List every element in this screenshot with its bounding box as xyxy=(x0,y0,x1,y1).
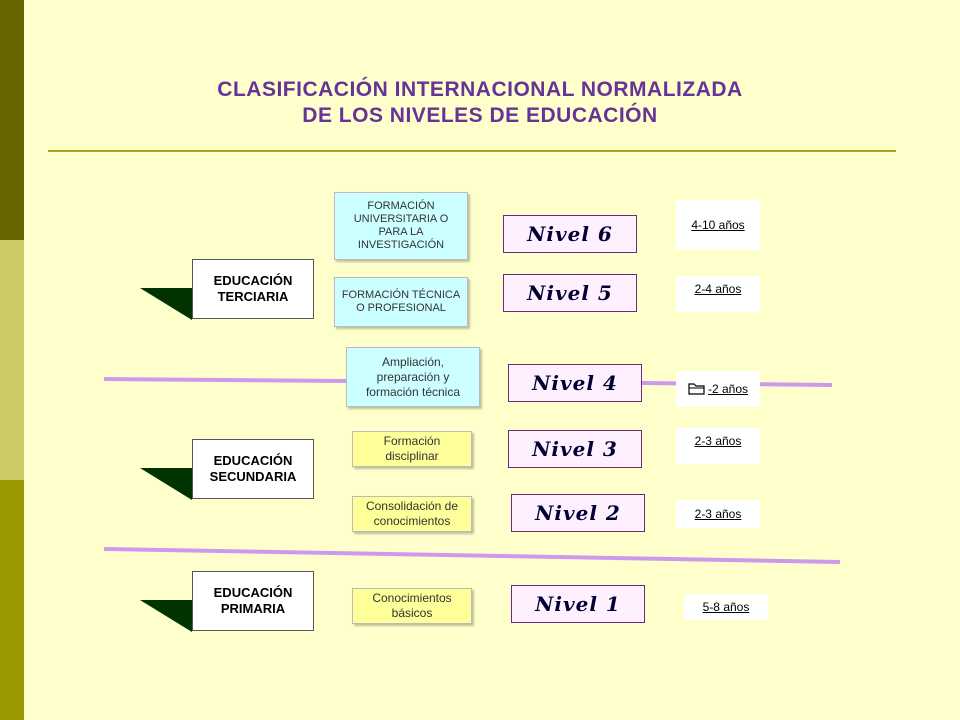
divider-line-upper xyxy=(0,370,960,390)
title-rule xyxy=(48,150,896,152)
years-nivel-4: -2 años xyxy=(707,382,749,396)
years-nivel-5: 2-4 años xyxy=(676,276,760,312)
level-5: Nivel 5 xyxy=(503,274,637,312)
formacion-nivel-4: Ampliación, preparación y formación técnica xyxy=(346,347,480,407)
level-3: Nivel 3 xyxy=(508,430,642,468)
years-nivel-2: 2-3 años xyxy=(676,500,760,528)
level-2: Nivel 2 xyxy=(511,494,645,532)
formacion-nivel-1: Conocimientos básicos xyxy=(352,588,472,624)
stripe-mid xyxy=(0,480,24,720)
level-1: Nivel 1 xyxy=(511,585,645,623)
level-4: Nivel 4 xyxy=(508,364,642,402)
formacion-nivel-2: Consolidación de conocimientos xyxy=(352,496,472,532)
title-line-1: CLASIFICACIÓN INTERNACIONAL NORMALIZADA xyxy=(217,78,743,101)
years-nivel-6: 4-10 años xyxy=(676,200,760,250)
stripe-light xyxy=(0,240,24,480)
wedge-primaria xyxy=(140,596,200,636)
title-line-2: DE LOS NIVELES DE EDUCACIÓN xyxy=(302,104,658,127)
wedge-terciaria xyxy=(140,284,200,324)
education-primaria: EDUCACIÓN PRIMARIA xyxy=(192,571,314,631)
formacion-nivel-3: Formación disciplinar xyxy=(352,431,472,467)
years-nivel-1: 5-8 años xyxy=(684,594,768,620)
divider-line-lower xyxy=(0,540,960,570)
formacion-nivel-6: FORMACIÓN UNIVERSITARIA O PARA LA INVESTIGACIÓN xyxy=(334,192,468,260)
years-nivel-3: 2-3 años xyxy=(676,428,760,464)
years-nivel-4-box xyxy=(676,371,760,407)
folder-icon xyxy=(688,381,706,398)
education-terciaria: EDUCACIÓN TERCIARIA xyxy=(192,259,314,319)
formacion-nivel-5: FORMACIÓN TÉCNICA O PROFESIONAL xyxy=(334,277,468,327)
level-6: Nivel 6 xyxy=(503,215,637,253)
education-secundaria: EDUCACIÓN SECUNDARIA xyxy=(192,439,314,499)
wedge-secundaria xyxy=(140,464,200,504)
